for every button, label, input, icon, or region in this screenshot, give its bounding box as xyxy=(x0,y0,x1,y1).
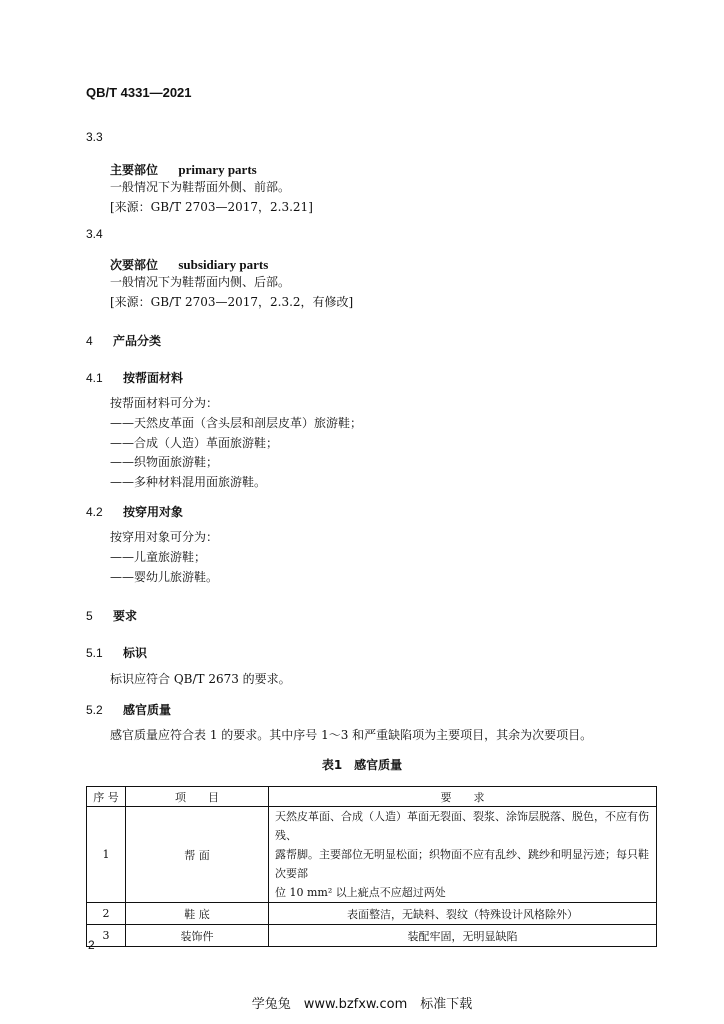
list-item: ——多种材料混用面旅游鞋。 xyxy=(110,475,267,489)
clause-title: 按穿用对象 xyxy=(123,505,184,519)
section-number: 4 xyxy=(86,334,93,348)
term-definition: 一般情况下为鞋帮面内侧、后部。 xyxy=(110,275,291,289)
requirement-line: 天然皮革面、合成（人造）革面无裂面、裂浆、涂饰层脱落、脱色，不应有伤残、 xyxy=(275,810,649,842)
list-item: ——婴幼儿旅游鞋。 xyxy=(110,570,219,584)
clause-number: 4.2 xyxy=(86,505,103,519)
clause-title: 按帮面材料 xyxy=(123,371,184,385)
clause-number: 5.1 xyxy=(86,646,103,660)
table-caption: 表1 感官质量 xyxy=(321,758,403,772)
term-cn: 主要部位 xyxy=(110,163,159,177)
section-number: 5 xyxy=(86,609,93,623)
requirement-line: 露帮脚。主要部位无明显松面；织物面不应有乱纱、跳纱和明显污迹；每只鞋次要部 xyxy=(275,848,649,880)
section-title: 产品分类 xyxy=(113,334,162,348)
column-header: 项 目 xyxy=(126,787,269,807)
clause-title: 感官质量 xyxy=(123,703,172,717)
row-requirement xyxy=(269,807,657,903)
clause-heading xyxy=(86,699,171,718)
term-heading xyxy=(110,254,268,273)
row-item: 鞋 底 xyxy=(126,903,269,925)
quality-table xyxy=(86,786,657,947)
term-definition: 一般情况下为鞋帮面外侧、前部。 xyxy=(110,180,291,194)
section-heading xyxy=(86,330,161,349)
table-row xyxy=(87,925,657,947)
term-source: [来源：GB/T 2703—2017，2.3.21] xyxy=(110,200,313,214)
clause-heading xyxy=(86,501,183,520)
term-source: [来源：GB/T 2703—2017，2.3.2，有修改] xyxy=(110,295,354,309)
clause-title: 标识 xyxy=(123,646,148,660)
clause-heading xyxy=(86,367,183,386)
section-title: 要求 xyxy=(113,609,138,623)
term-en: subsidiary parts xyxy=(178,257,269,272)
clause-number: 4.1 xyxy=(86,371,103,385)
clause-text: 标识应符合 QB/T 2673 的要求。 xyxy=(110,672,291,686)
term-heading xyxy=(110,159,257,178)
list-item: ——儿童旅游鞋； xyxy=(110,550,207,564)
list-item: ——织物面旅游鞋； xyxy=(110,455,219,469)
clause-text: 感官质量应符合表 1 的要求。其中序号 1～3 和严重缺陷项为主要项目，其余为次要项目。 xyxy=(110,728,593,742)
clause-number: 5.2 xyxy=(86,703,103,717)
list-item: ——天然皮革面（含头层和剖层皮革）旅游鞋； xyxy=(110,416,363,430)
row-item: 帮 面 xyxy=(126,807,269,903)
row-number: 1 xyxy=(87,807,126,903)
list-item: ——合成（人造）革面旅游鞋； xyxy=(110,436,279,450)
row-number: 3 xyxy=(87,925,126,947)
clause-number: 3.3 xyxy=(86,130,103,144)
table-row xyxy=(87,807,657,903)
term-en: primary parts xyxy=(178,162,257,177)
row-item: 装饰件 xyxy=(126,925,269,947)
site-footer: 学兔兔 www.bzfxw.com 标准下载 xyxy=(251,997,473,1012)
clause-heading xyxy=(86,642,147,661)
table-header-row xyxy=(87,787,657,807)
clause-intro: 按穿用对象可分为： xyxy=(110,530,219,544)
table-row xyxy=(87,903,657,925)
row-requirement: 装配牢固，无明显缺陷 xyxy=(269,925,657,947)
standard-number: QB/T 4331—2021 xyxy=(86,85,192,100)
term-cn: 次要部位 xyxy=(110,258,159,272)
column-header: 要 求 xyxy=(269,787,657,807)
section-heading xyxy=(86,605,137,624)
clause-intro: 按帮面材料可分为： xyxy=(110,396,219,410)
row-number: 2 xyxy=(87,903,126,925)
clause-number: 3.4 xyxy=(86,227,103,241)
page-number: 2 xyxy=(88,938,95,952)
column-header: 序 号 xyxy=(87,787,126,807)
row-requirement: 表面整洁，无缺料、裂纹（特殊设计风格除外） xyxy=(269,903,657,925)
requirement-line: 位 10 mm² 以上疵点不应超过两处 xyxy=(275,886,446,899)
